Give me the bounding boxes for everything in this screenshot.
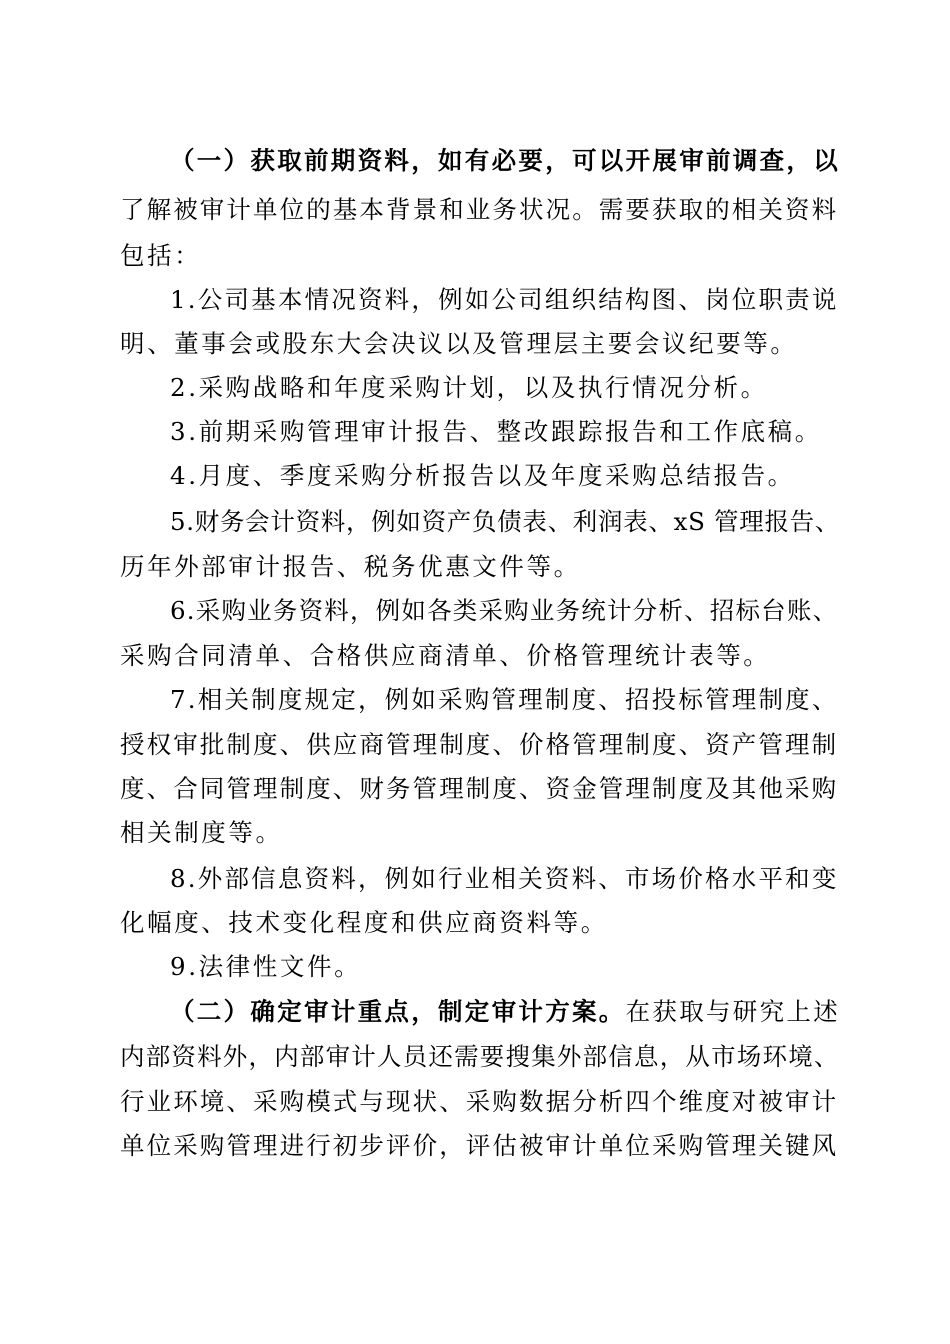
item-8-line-2: 化幅度、技术变化程度和供应商资料等。 bbox=[120, 908, 608, 937]
section2-line-3: 行业环境、采购模式与现状、采购数据分析四个维度对被审计 bbox=[120, 1087, 839, 1116]
item-1-line-2: 明、董事会或股东大会决议以及管理层主要会议纪要等。 bbox=[120, 329, 798, 358]
item-5-line-2: 历年外部审计报告、税务优惠文件等。 bbox=[120, 552, 581, 581]
item-7-line-2: 授权审批制度、供应商管理制度、价格管理制度、资产管理制 bbox=[120, 730, 839, 759]
item-3-line-1: 3.前期采购管理审计报告、整改跟踪报告和工作底稿。 bbox=[170, 417, 822, 446]
item-9-line-1: 9.法律性文件。 bbox=[170, 952, 362, 981]
item-5-line-1: 5.财务会计资料，例如资产负债表、利润表、xS 管理报告、 bbox=[170, 507, 841, 536]
item-2-line-1: 2.采购战略和年度采购计划，以及执行情况分析。 bbox=[170, 373, 768, 402]
section2-line-2: 内部资料外，内部审计人员还需要搜集外部信息，从市场环境、 bbox=[120, 1042, 840, 1071]
item-7-line-3: 度、合同管理制度、财务管理制度、资金管理制度及其他采购 bbox=[120, 774, 839, 803]
section2-line-4: 单位采购管理进行初步评价，评估被审计单位采购管理关键风 bbox=[120, 1131, 839, 1160]
item-6-line-1: 6.采购业务资料，例如各类采购业务统计分析、招标台账、 bbox=[170, 596, 839, 625]
section1-line-3: 包括： bbox=[120, 241, 202, 270]
section2-line-1 bbox=[170, 990, 840, 1034]
item-1-line-1: 1.公司基本情况资料，例如公司组织结构图、岗位职责说 bbox=[170, 285, 839, 314]
item-6-line-2: 采购合同清单、合格供应商清单、价格管理统计表等。 bbox=[120, 641, 771, 670]
item-7-line-1: 7.相关制度规定，例如采购管理制度、招投标管理制度、 bbox=[170, 685, 839, 714]
section2-line-1-rest: 在获取与研究上述 bbox=[625, 997, 841, 1026]
section2-heading: （二）确定审计重点，制定审计方案。 bbox=[170, 997, 626, 1026]
item-4-line-1: 4.月度、季度采购分析报告以及年度采购总结报告。 bbox=[170, 461, 795, 490]
section1-heading: （一）获取前期资料，如有必要，可以开展审前调查，以 bbox=[170, 146, 840, 175]
item-7-line-4: 相关制度等。 bbox=[120, 818, 283, 847]
item-8-line-1: 8.外部信息资料，例如行业相关资料、市场价格水平和变 bbox=[170, 864, 839, 893]
section1-line-2: 了解被审计单位的基本背景和业务状况。需要获取的相关资料 bbox=[120, 195, 839, 224]
